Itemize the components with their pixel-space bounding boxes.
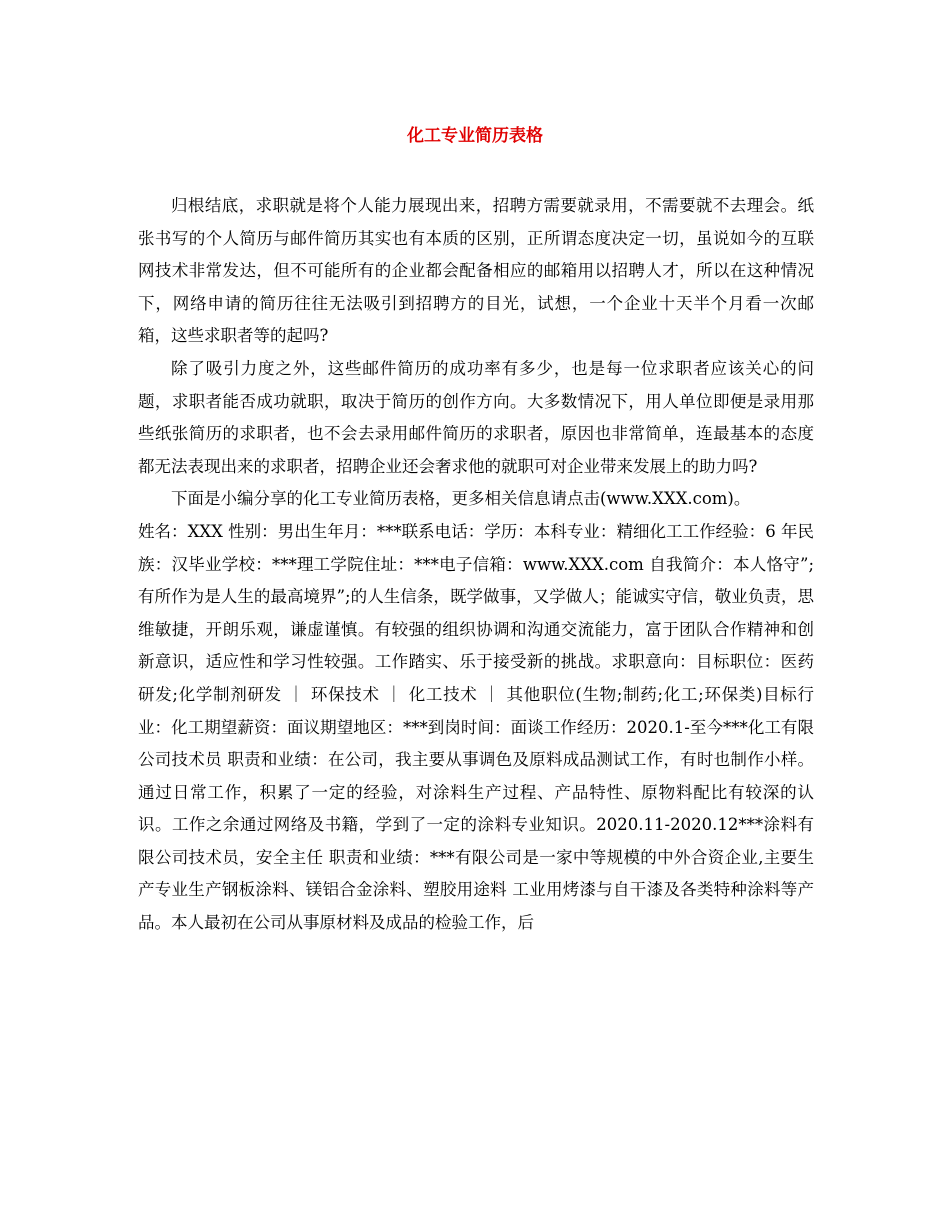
paragraph-intro: 归根结底，求职就是将个人能力展现出来，招聘方需要就录用，不需要就不去理会。纸张书写的个人简历与邮件简历其实也有本质的区别，正所谓态度决定一切，虽说如今的互联网技术非常发达，但不可能所有的企业都会配备相应的邮箱用以招聘人才，所以在这种情况下，网络申请的简历往往无法吸引到招聘方的目光，试想，一个企业十天半个月看一次邮箱，这些求职者等的起吗? — [138, 196, 814, 346]
document-body — [138, 190, 814, 940]
paragraph-success-rate: 除了吸引力度之外，这些邮件简历的成功率有多少，也是每一位求职者应该关心的问题，求职者能否成功就职，取决于简历的创作方向。大多数情况下，用人单位即便是录用那些纸张简历的求职者，也不会去录用邮件简历的求职者，原因也非常简单，连最基本的态度都无法表现出来的求职者，招聘企业还会奢求他的就职可对企业带来发展上的助力吗? — [138, 358, 814, 476]
paragraph-share-note: 下面是小编分享的化工专业简历表格，更多相关信息请点击(www.XXX.com)。 — [171, 489, 751, 509]
document-title: 化工专业简历表格 — [407, 126, 543, 146]
paragraph-resume-content: 姓名：XXX 性别：男出生年月：***联系电话：学历：本科专业：精细化工工作经验：6 年民族：汉毕业学校：***理工学院住址：***电子信箱：www.XXX.com 自我简介：本人恪守”;有所作为是人生的最高境界”;的人生信条，既学做事，又学做人；能诚实守信，敬业负责，思维敏捷，开朗乐观，谦虚谨慎。有较强的组织协调和沟通交流能力，富于团队合作精神和创新意识，适应性和学习性较强。工作踏实、乐于接受新的挑战。求职意向：目标职位：医药研发;化学制剂研发 ｜ 环保技术 ｜ 化工技术 ｜ 其他职位(生物;制药;化工;环保类)目标行业：化工期望薪资：面议期望地区：***到岗时间：面谈工作经历：2020.1-至今***化工有限公司技术员 职责和业绩：在公司，我主要从事调色及原料成品测试工作，有时也制作小样。通过日常工作，积累了一定的经验，对涂料生产过程、产品特性、原物料配比有较深的认识。工作之余通过网络及书籍，学到了一定的涂料专业知识。2020.11-2020.12***涂料有限公司技术员，安全主任 职责和业绩：***有限公司是一家中等规模的中外合资企业,主要生产专业生产钢板涂料、镁铝合金涂料、塑胶用途料 工业用烤漆与自干漆及各类特种涂料等产品。本人最初在公司从事原材料及成品的检验工作，后 — [138, 521, 814, 933]
